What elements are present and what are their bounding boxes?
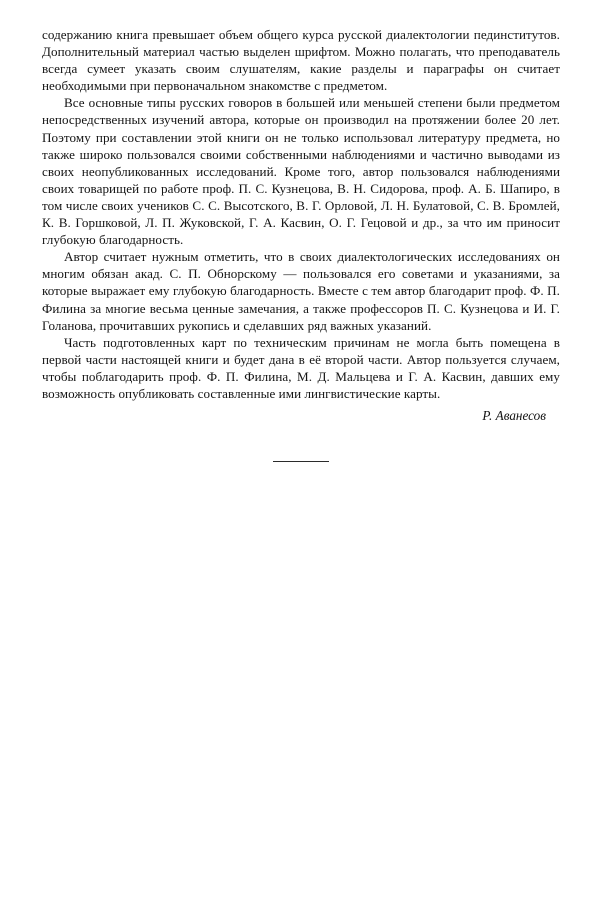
divider-line	[273, 461, 329, 462]
paragraph-3: Автор считает нужным отметить, что в своих диалектологических исследованиях он многим обязан акад. С. П. Обнорскому — пользовался его советами и указаниями, за которые выражает ему глубокую благодарность. Вместе с тем автор благодарит проф. Ф. П. Филина за многие весьма ценные замечания, а также профессоров П. С. Кузнецова и И. Г. Голанова, прочитавших рукопись и сделавших ряд важных указаний.	[42, 249, 560, 333]
author-signature: Р. Аванесов	[482, 408, 546, 424]
paragraph-4: Часть подготовленных карт по техническим причинам не могла быть помещена в первой части настоящей книги и будет дана в её второй части. Автор пользуется случаем, чтобы поблагодарить проф. Ф. П. Филина, М. Д. Мальцева и Г. А. Касвин, давших ему возможность опубликовать составленные ими лингвистические карты.	[42, 334, 560, 401]
paragraph-2: Все основные типы русских говоров в большей или меньшей степени были предметом непосредственных изучений автора, которые он производил на протяжении более 20 лет. Поэтому при составлении этой книги он не только использовал литературу предмета, но также широко пользовался своими собственными наблюдениями и частично выводами из своих неопубликованных исследований. Кроме того, автор пользовался наблюдениями своих товарищей по работе проф. П. С. Кузнецова, В. Н. Сидорова, проф. А. Б. Шапиро, в том числе своих учеников С. С. Высотского, В. Г. Орловой, Л. Н. Булатовой, С. В. Бромлей, К. В. Горшковой, Л. П. Жуковской, Г. А. Касвин, О. Г. Гецовой и др., за что им приносит глубокую благодарность.	[42, 95, 560, 248]
body-text	[42, 26, 560, 424]
paragraph-1: содержанию книга превышает объем общего курса русской диалектологии пединститутов. Дополнительный материал частью выделен шрифтом. Можно полагать, что преподаватель всегда сумеет указать своим слушателям, какие разделы и параграфы он считает необходимыми при первоначальном знакомстве с предметом.	[42, 27, 560, 94]
section-divider	[42, 452, 560, 470]
